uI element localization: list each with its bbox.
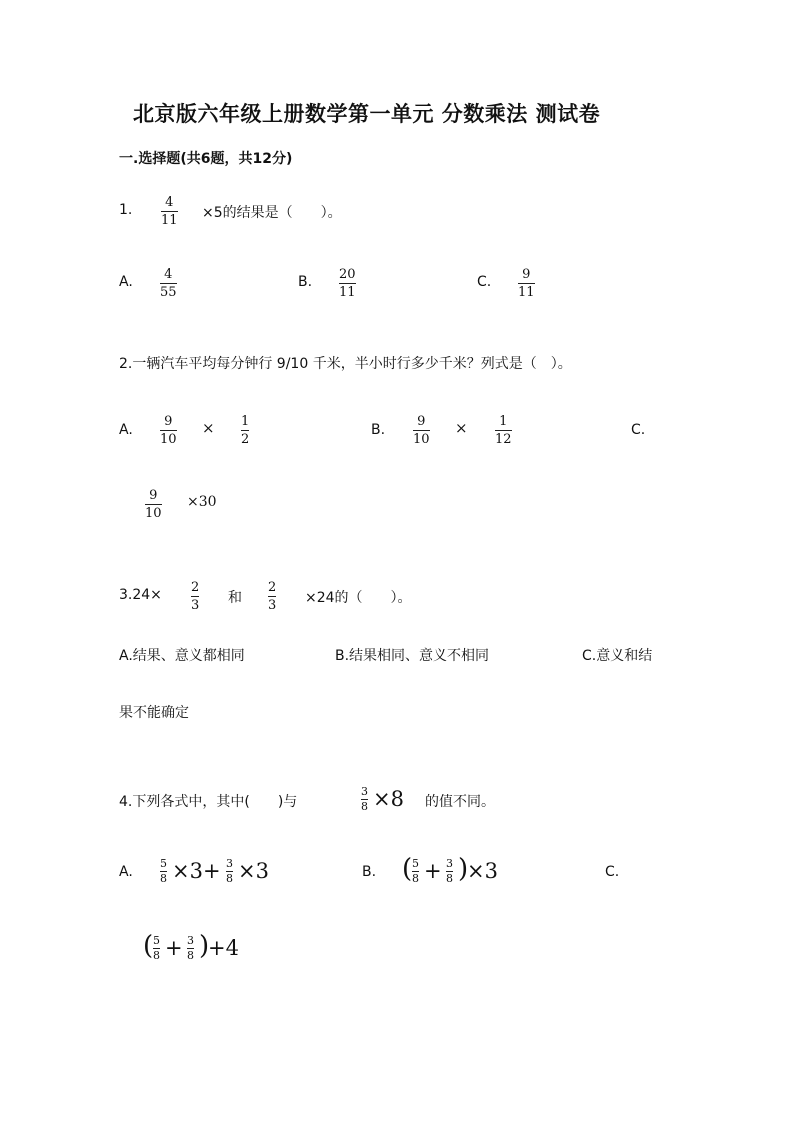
- denominator: 8: [446, 872, 453, 885]
- numerator: 5: [153, 934, 160, 947]
- option-b-tail: ×3: [467, 859, 498, 883]
- option-a-middle: ×3+: [172, 859, 221, 883]
- page-title: 北京版六年级上册数学第一单元 分数乘法 测试卷: [133, 101, 601, 126]
- numerator: 2: [191, 580, 200, 595]
- numerator: 9: [149, 488, 158, 503]
- numerator: 9: [164, 414, 173, 429]
- denominator: 8: [160, 872, 167, 885]
- denominator: 11: [339, 285, 356, 300]
- denominator: 55: [160, 285, 177, 300]
- fraction: [161, 195, 178, 228]
- option-b-fraction-2: [446, 858, 453, 885]
- denominator: 11: [161, 213, 178, 228]
- section-header: 一.选择题(共6题，共12分): [119, 151, 293, 167]
- option-c[interactable]: C.意义和结: [582, 648, 653, 664]
- denominator: 10: [160, 432, 177, 447]
- numerator: 2: [268, 580, 277, 595]
- option-b-fraction: [339, 267, 356, 300]
- denominator: 12: [495, 432, 512, 447]
- expression-tail: ×8: [373, 787, 404, 811]
- question-prefix: 3.24×: [119, 587, 162, 603]
- option-a-fraction: [160, 267, 177, 300]
- option-c-tail: +4: [208, 936, 239, 960]
- question-text: ×5的结果是（ ）。: [202, 205, 342, 221]
- option-b-label[interactable]: B.: [362, 864, 377, 880]
- times-operator: ×: [202, 419, 215, 437]
- denominator: 8: [153, 949, 160, 962]
- denominator: 8: [361, 800, 368, 813]
- numerator: 4: [164, 267, 173, 282]
- numerator: 3: [446, 857, 453, 870]
- option-a-fraction-2: [241, 414, 249, 447]
- option-a[interactable]: A.结果、意义都相同: [119, 648, 245, 664]
- close-paren: ): [458, 854, 469, 884]
- denominator: 10: [413, 432, 430, 447]
- option-c-label[interactable]: C.: [631, 422, 646, 438]
- and-word: 和: [228, 590, 242, 606]
- numerator: 3: [361, 785, 368, 798]
- option-a-label[interactable]: A.: [119, 864, 133, 880]
- numerator: 3: [187, 934, 194, 947]
- close-paren: ): [199, 931, 210, 961]
- numerator: 3: [226, 857, 233, 870]
- denominator: 8: [187, 949, 194, 962]
- option-a-fraction-1: [160, 858, 167, 885]
- numerator: 1: [499, 414, 508, 429]
- fraction-2: [268, 580, 276, 613]
- option-c-fraction-1: [153, 935, 160, 962]
- question-number: 1.: [119, 202, 133, 218]
- numerator: 9: [417, 414, 426, 429]
- option-a-fraction-1: [160, 414, 177, 447]
- option-b-fraction-1: [412, 858, 419, 885]
- numerator: 5: [412, 857, 419, 870]
- numerator: 9: [522, 267, 531, 282]
- denominator: 3: [268, 598, 277, 613]
- option-a-label[interactable]: A.: [119, 274, 133, 290]
- numerator: 4: [165, 195, 174, 210]
- denominator: 8: [226, 872, 233, 885]
- plus-operator: +: [424, 859, 442, 883]
- option-c-fraction: [518, 267, 535, 300]
- times-operator: ×: [455, 419, 468, 437]
- denominator: 3: [191, 598, 200, 613]
- numerator: 1: [241, 414, 250, 429]
- option-b-fraction-1: [413, 414, 430, 447]
- option-a-tail: ×3: [238, 859, 269, 883]
- plus-operator: +: [165, 936, 183, 960]
- open-paren: (: [402, 854, 413, 884]
- option-b-label[interactable]: B.: [371, 422, 386, 438]
- open-paren: (: [143, 931, 154, 961]
- question-suffix: 的值不同。: [425, 794, 495, 810]
- option-c-tail: ×30: [187, 494, 217, 510]
- option-c-label[interactable]: C.: [477, 274, 492, 290]
- option-c-continued[interactable]: 果不能确定: [119, 705, 189, 721]
- option-c-fraction: [145, 488, 162, 521]
- denominator: 10: [145, 506, 162, 521]
- option-a-label[interactable]: A.: [119, 422, 133, 438]
- denominator: 2: [241, 432, 250, 447]
- question-prefix: 4.下列各式中，其中( )与: [119, 794, 298, 810]
- option-b[interactable]: B.结果相同、意义不相同: [335, 648, 490, 664]
- option-b-fraction-2: [495, 414, 512, 447]
- option-c-label[interactable]: C.: [605, 864, 620, 880]
- option-c-fraction-2: [187, 935, 194, 962]
- denominator: 11: [518, 285, 535, 300]
- question-text: 2.一辆汽车平均每分钟行 9/10 千米，半小时行多少千米？列式是（ ）。: [119, 356, 572, 372]
- numerator: 5: [160, 857, 167, 870]
- option-a-fraction-2: [226, 858, 233, 885]
- denominator: 8: [412, 872, 419, 885]
- expression-fraction: [361, 786, 368, 813]
- fraction-1: [191, 580, 199, 613]
- question-suffix: ×24的（ ）。: [305, 590, 412, 606]
- option-b-label[interactable]: B.: [298, 274, 313, 290]
- numerator: 20: [339, 267, 356, 282]
